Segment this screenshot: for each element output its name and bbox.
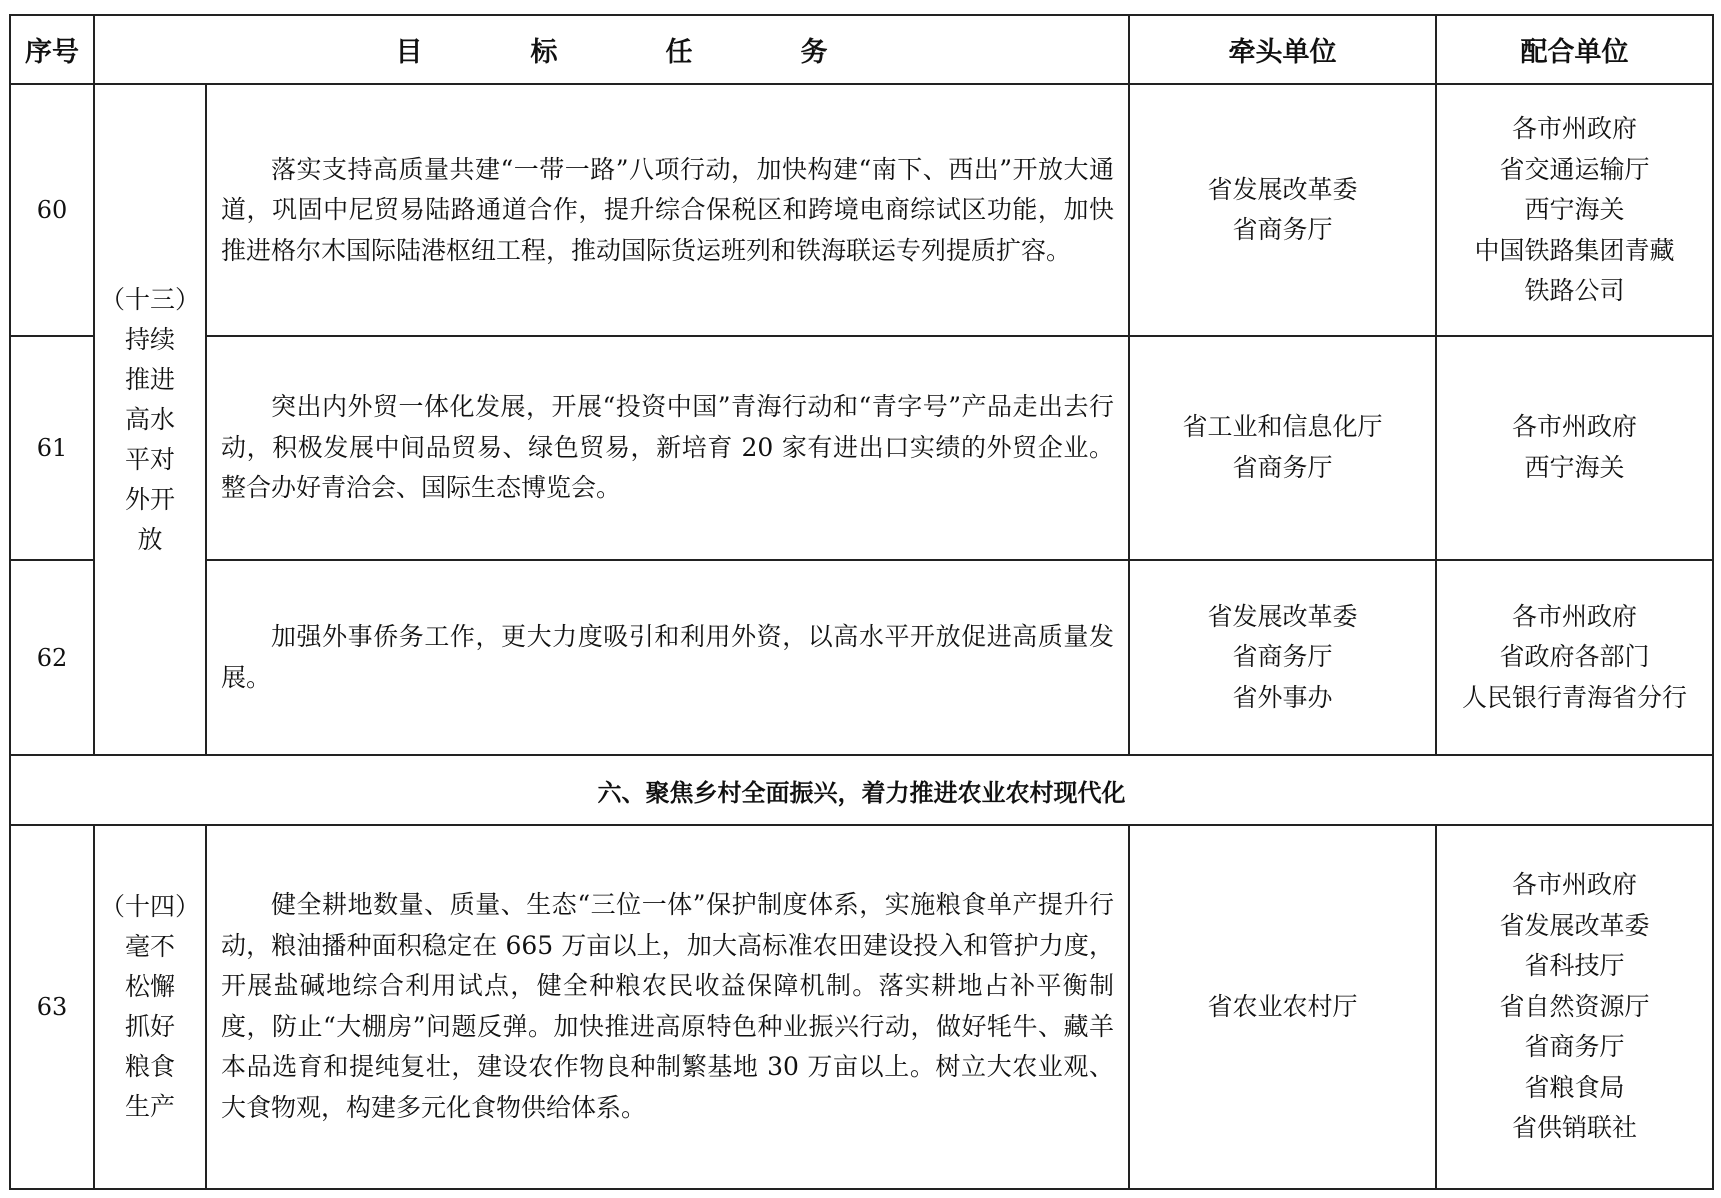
row-seq: 63 <box>10 825 94 1189</box>
row-task: 落实支持高质量共建“一带一路”八项行动，加快构建“南下、西出”开放大通道，巩固中尼贸易陆路通道合作，提升综合保税区和跨境电商综试区功能，加快推进格尔木国际陆港枢纽工程，推动国际货运班列和铁海联运专列提质扩容。 <box>206 84 1129 336</box>
table-header-row <box>10 15 1713 84</box>
table-row <box>10 336 1713 559</box>
row-coop-unit: 各市州政府 省发展改革委 省科技厅 省自然资源厅 省商务厅 省粮食局 省供销联社 <box>1436 825 1713 1189</box>
table-row <box>10 825 1713 1189</box>
row-task: 突出内外贸一体化发展，开展“投资中国”青海行动和“青字号”产品走出去行动，积极发展中间品贸易、绿色贸易，新培育 20 家有进出口实绩的外贸企业。整合办好青洽会、国际生态博览会。 <box>206 336 1129 559</box>
group-label: （十四） 毫不 松懈 抓好 粮食 生产 <box>94 825 206 1189</box>
row-lead-unit: 省发展改革委 省商务厅 省外事办 <box>1129 560 1436 756</box>
row-seq: 61 <box>10 336 94 559</box>
row-coop-unit: 各市州政府 省政府各部门 人民银行青海省分行 <box>1436 560 1713 756</box>
row-lead-unit: 省工业和信息化厅 省商务厅 <box>1129 336 1436 559</box>
row-coop-unit: 各市州政府 省交通运输厅 西宁海关 中国铁路集团青藏 铁路公司 <box>1436 84 1713 336</box>
table-row <box>10 84 1713 336</box>
section-row <box>10 755 1713 824</box>
header-seq: 序号 <box>10 15 94 84</box>
row-seq: 60 <box>10 84 94 336</box>
row-coop-unit: 各市州政府 西宁海关 <box>1436 336 1713 559</box>
row-task: 健全耕地数量、质量、生态“三位一体”保护制度体系，实施粮食单产提升行动，粮油播种面积稳定在 665 万亩以上，加大高标准农田建设投入和管护力度，开展盐碱地综合利用试点，健全种粮农民收益保障机制。落实耕地占补平衡制度，防止“大棚房”问题反弹。加快推进高原特色种业振兴行动，做好牦牛、藏羊本品选育和提纯复壮，建设农作物良种制繁基地 30 万亩以上。树立大农业观、大食物观，构建多元化食物供给体系。 <box>206 825 1129 1189</box>
row-lead-unit: 省农业农村厅 <box>1129 825 1436 1189</box>
task-table <box>9 14 1714 1190</box>
row-seq: 62 <box>10 560 94 756</box>
header-lead-unit: 牵头单位 <box>1129 15 1436 84</box>
header-task: 目 标 任 务 <box>94 15 1129 84</box>
group-label: （十三） 持续 推进 高水 平对 外开 放 <box>94 84 206 755</box>
table-row <box>10 560 1713 756</box>
row-lead-unit: 省发展改革委 省商务厅 <box>1129 84 1436 336</box>
header-coop-unit: 配合单位 <box>1436 15 1713 84</box>
section-heading: 六、聚焦乡村全面振兴，着力推进农业农村现代化 <box>10 755 1713 824</box>
row-task: 加强外事侨务工作，更大力度吸引和利用外资，以高水平开放促进高质量发展。 <box>206 560 1129 756</box>
